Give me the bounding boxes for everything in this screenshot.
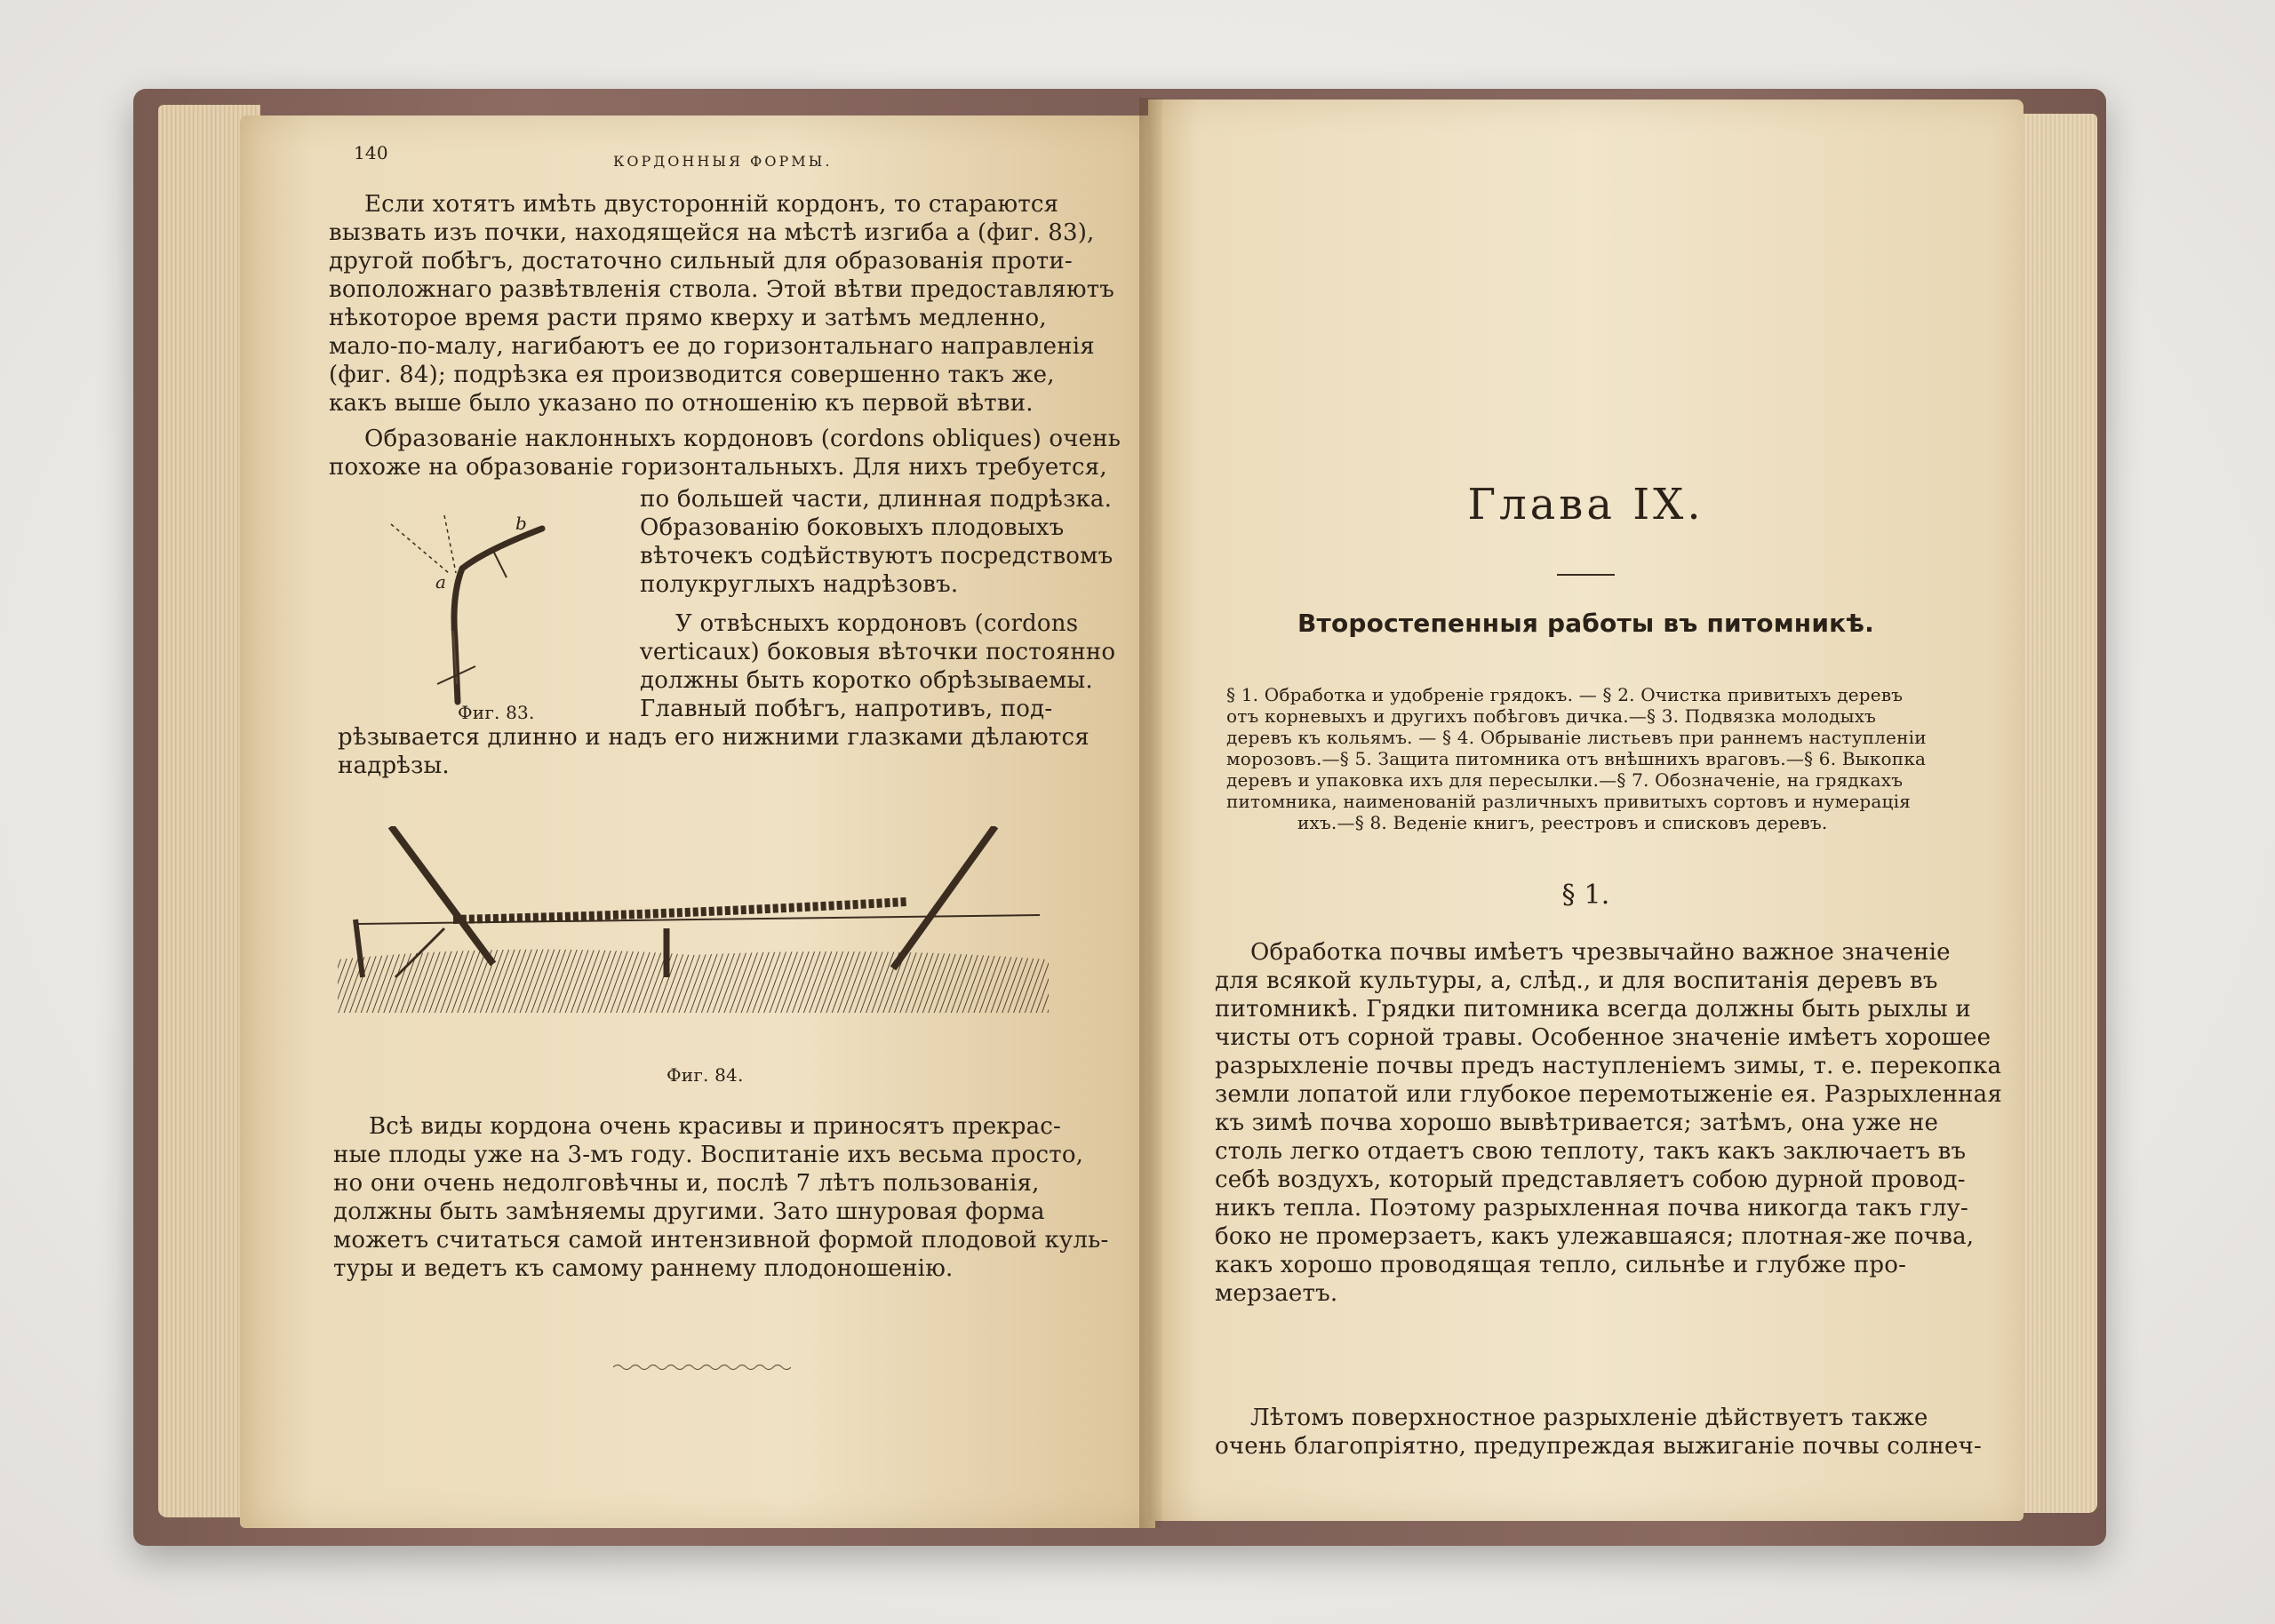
- left-paragraph-3-tail: [338, 723, 1090, 780]
- text-line: похоже на образованіе горизонтальныхъ. Для нихъ требуется,: [329, 454, 1107, 481]
- figure-83-caption: Фиг. 83.: [458, 702, 535, 723]
- text-line: разрыхленіе почвы предъ наступленіемъ зимы, т. е. перекопка: [1215, 1053, 2002, 1079]
- left-paragraph-1: [329, 190, 1114, 418]
- text-line: но они очень недолговѣчны и, послѣ 7 лѣтъ пользованія,: [333, 1170, 1040, 1197]
- text-line: очень благопріятно, предупреждая выжиганіе почвы солнеч-: [1215, 1433, 1983, 1460]
- left-paragraph-2: [329, 425, 1121, 482]
- text-line: вѣточекъ содѣйствуютъ посредствомъ: [640, 543, 1114, 569]
- text-line: какъ хорошо проводящая тепло, сильнѣе и глубже про-: [1215, 1252, 1907, 1278]
- running-header: КОРДОННЫЯ ФОРМЫ.: [613, 153, 833, 170]
- text-line: чисты отъ сорной травы. Особенное значеніе имѣетъ хорошее: [1215, 1024, 1992, 1051]
- text-line: никъ тепла. Поэтому разрыхленная почва никогда такъ глу-: [1215, 1195, 1969, 1222]
- text-line: туры и ведетъ къ самому раннему плодоношенію.: [333, 1255, 954, 1282]
- left-paragraph-3-wrap: [640, 609, 1115, 723]
- figure-83-illustration: [364, 506, 578, 720]
- text-line: Всѣ виды кордона очень красивы и приносятъ прекрас-: [369, 1113, 1062, 1140]
- book-gutter: [1139, 98, 1162, 1528]
- figure-83-label-b: b: [515, 513, 527, 534]
- section-marker: § 1.: [1561, 880, 1610, 911]
- section-title: Второстепенныя работы въ питомникѣ.: [1297, 609, 1875, 638]
- text-line: Лѣтомъ поверхностное разрыхленіе дѣйствуетъ также: [1250, 1405, 1928, 1431]
- text-line: по большей части, длинная подрѣзка.: [640, 486, 1113, 513]
- right-page: [1148, 100, 2024, 1521]
- left-paragraph-2-wrap: [640, 485, 1113, 599]
- text-line: Обработка почвы имѣетъ чрезвычайно важное значеніе: [1250, 939, 1951, 966]
- right-paragraph-1: [1215, 938, 2002, 1308]
- text-line: Если хотятъ имѣть двусторонній кордонъ, то стараются: [364, 191, 1059, 218]
- contents-line: питомника, наименованій различныхъ привитыхъ сортовъ и нумерація: [1226, 791, 1912, 812]
- text-line: ные плоды уже на 3-мъ году. Воспитаніе ихъ весьма просто,: [333, 1142, 1084, 1168]
- text-line: Главный побѣгъ, напротивъ, под-: [640, 696, 1053, 722]
- right-paragraph-2: [1215, 1404, 1982, 1461]
- contents-line: ихъ.—§ 8. Веденіе книгъ, реестровъ и списковъ деревъ.: [1297, 812, 1828, 833]
- figure-84-caption: Фиг. 84.: [667, 1064, 744, 1086]
- text-line: можетъ считаться самой интензивной формой плодовой куль-: [333, 1227, 1109, 1254]
- text-line: для всякой культуры, а, слѣд., и для воспитанія деревъ въ: [1215, 967, 1938, 994]
- text-line: себѣ воздухъ, который представляетъ собою дурной провод-: [1215, 1166, 1966, 1193]
- text-line: какъ выше было указано по отношенію къ первой вѣтви.: [329, 390, 1034, 417]
- text-line: столь легко отдаетъ свою теплоту, такъ какъ заключаетъ въ: [1215, 1138, 1967, 1165]
- text-line: вызвать изъ почки, находящейся на мѣстѣ изгиба a (фиг. 83),: [329, 219, 1095, 246]
- text-line: воположнаго развѣтвленія ствола. Этой вѣтви предоставляютъ: [329, 276, 1115, 303]
- text-line: другой побѣгъ, достаточно сильный для образованія проти-: [329, 248, 1073, 275]
- text-line: нѣкоторое время расти прямо кверху и затѣмъ медленно,: [329, 305, 1047, 331]
- figure-84-illustration: [338, 826, 1049, 1022]
- chapter-title: Глава IX.: [1467, 480, 1704, 529]
- text-line: У отвѣсныхъ кордоновъ (cordons: [675, 610, 1079, 637]
- chapter-contents: [1226, 684, 1927, 833]
- text-line: земли лопатой или глубокое перемотыженіе ея. Разрыхленная: [1215, 1081, 2002, 1108]
- text-line: Образованіе наклонныхъ кордоновъ (cordons obliques) очень: [364, 426, 1122, 452]
- text-line: должны быть замѣняемы другими. Зато шнуровая форма: [333, 1198, 1045, 1225]
- text-line: къ зимѣ почва хорошо вывѣтривается; затѣмъ, она уже не: [1215, 1110, 1939, 1136]
- text-line: verticaux) боковыя вѣточки постоянно: [640, 639, 1116, 665]
- contents-line: морозовъ.—§ 5. Защита питомника отъ внѣшнихъ враговъ.—§ 6. Выкопка: [1226, 748, 1927, 769]
- end-ornament: [613, 1363, 791, 1372]
- figure-83-label-a: a: [435, 571, 446, 593]
- contents-line: деревъ и упаковка ихъ для пересылки.—§ 7. Обозначеніе, на грядкахъ: [1226, 769, 1904, 791]
- text-line: боко не промерзаетъ, какъ улежавшаяся; плотная-же почва,: [1215, 1223, 1975, 1250]
- contents-line: деревъ къ кольямъ. — § 4. Обрываніе листьевъ при раннемъ наступленіи: [1226, 727, 1927, 748]
- left-page: [240, 115, 1155, 1528]
- text-line: Образованію боковыхъ плодовыхъ: [640, 514, 1065, 541]
- contents-line: отъ корневыхъ и другихъ побѣговъ дичка.—§ 3. Подвязка молодыхъ: [1226, 705, 1877, 727]
- text-line: полукруглыхъ надрѣзовъ.: [640, 571, 959, 598]
- text-line: рѣзывается длинно и надъ его нижними глазками дѣлаются: [338, 724, 1090, 751]
- page-number: 140: [354, 142, 388, 163]
- text-line: (фиг. 84); подрѣзка ея производится совершенно такъ же,: [329, 362, 1055, 388]
- text-line: питомникѣ. Грядки питомника всегда должны быть рыхлы и: [1215, 996, 1971, 1023]
- text-line: мало-по-малу, нагибаютъ ее до горизонтальнаго направленія: [329, 333, 1095, 360]
- text-line: мерзаетъ.: [1215, 1280, 1338, 1307]
- left-paragraph-4: [333, 1112, 1109, 1283]
- chapter-divider: [1557, 574, 1615, 576]
- text-line: надрѣзы.: [338, 752, 450, 779]
- text-line: должны быть коротко обрѣзываемы.: [640, 667, 1093, 694]
- contents-line: § 1. Обработка и удобреніе грядокъ. — § 2. Очистка привитыхъ деревъ: [1226, 684, 1904, 705]
